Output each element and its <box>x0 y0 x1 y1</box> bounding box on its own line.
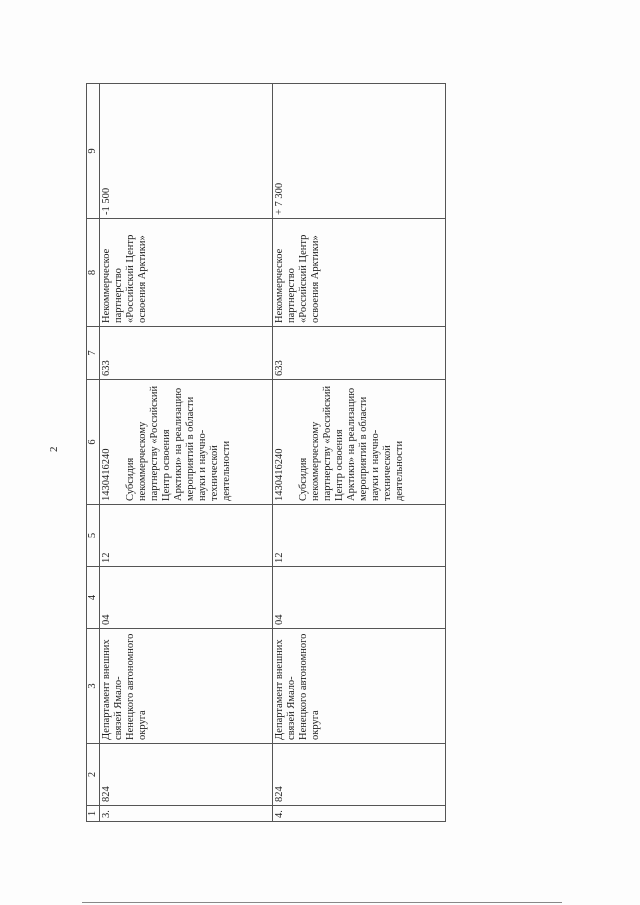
header-row <box>87 84 100 822</box>
subsection-cell: 12 <box>273 505 446 567</box>
header-cell: 8 <box>87 219 100 327</box>
table-row <box>273 84 446 822</box>
header-cell: 1 <box>87 806 100 822</box>
target-code: 1430416240 <box>101 448 112 501</box>
page-number: 2 <box>48 446 60 452</box>
header-cell: 6 <box>87 380 100 505</box>
department-cell: Департамент внешних связей Ямало-Ненецкого автономного округа <box>100 629 273 744</box>
code-cell: 824 <box>100 744 273 806</box>
header-cell: 4 <box>87 567 100 629</box>
header-cell: 5 <box>87 505 100 567</box>
amount-cell: -1 500 <box>100 84 273 219</box>
expense-type-cell: 633 <box>100 327 273 380</box>
recipient-cell: Некоммерческое партнерство «Российский Центр освоения Арктики» <box>100 219 273 327</box>
department-cell: Департамент внешних связей Ямало-Ненецкого автономного округа <box>273 629 446 744</box>
recipient-cell: Некоммерческое партнерство «Российский Центр освоения Арктики» <box>273 219 446 327</box>
section-cell: 04 <box>100 567 273 629</box>
subsection-cell: 12 <box>100 505 273 567</box>
code-cell: 824 <box>273 744 446 806</box>
target-cell <box>100 380 273 505</box>
target-description: Субсидия некоммерческому партнерству «Российский Центр освоения Арктики» на реализацию мероприятий в области науки и научно-технической деятельности <box>298 385 405 501</box>
section-cell: 04 <box>273 567 446 629</box>
header-cell: 2 <box>87 744 100 806</box>
target-description: Субсидия некоммерческому партнерству «Российский Центр освоения Арктики» на реализацию мероприятий в области науки и научно-технической деятельности <box>125 385 232 501</box>
target-code: 1430416240 <box>274 448 285 501</box>
rotated-table-wrapper <box>86 84 464 822</box>
budget-table <box>86 83 446 822</box>
amount-cell: + 7 300 <box>273 84 446 219</box>
table-row <box>100 84 273 822</box>
scan-edge-line <box>82 902 562 903</box>
row-number: 4. <box>273 806 446 822</box>
header-cell: 7 <box>87 327 100 380</box>
target-cell <box>273 380 446 505</box>
expense-type-cell: 633 <box>273 327 446 380</box>
header-cell: 9 <box>87 84 100 219</box>
row-number: 3. <box>100 806 273 822</box>
header-cell: 3 <box>87 629 100 744</box>
